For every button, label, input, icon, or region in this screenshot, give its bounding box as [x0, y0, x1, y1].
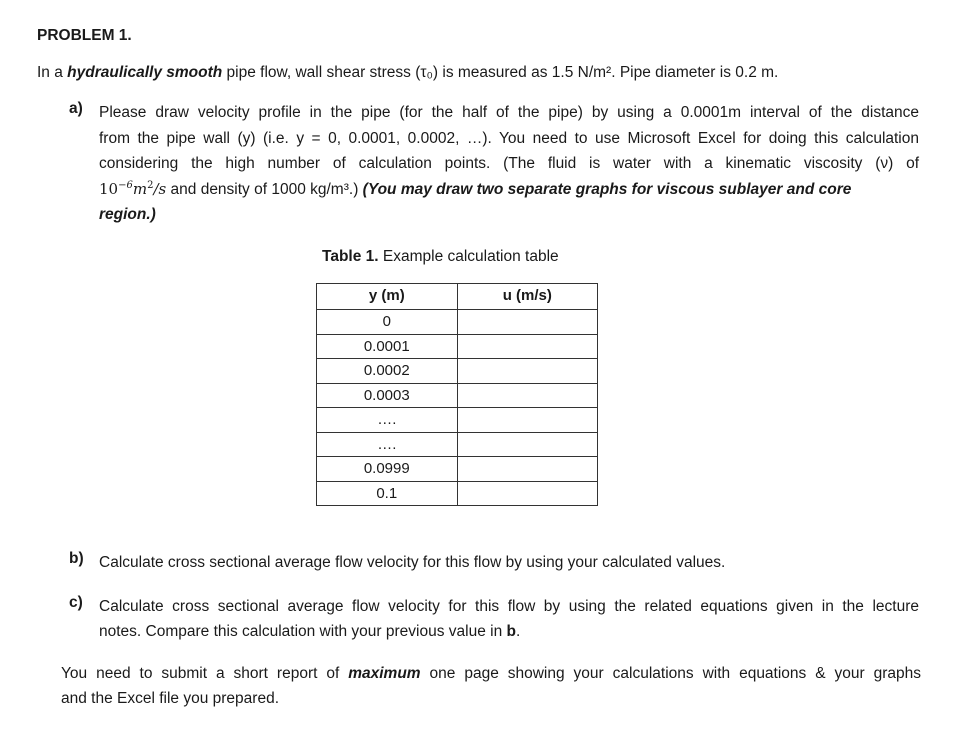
table-row: [317, 359, 598, 384]
header-y: y (m): [317, 284, 458, 310]
table-caption: [322, 248, 559, 266]
table-caption-text: Example calculation table: [378, 248, 559, 265]
part-a-line-2: from the pipe wall (y) (i.e. y = 0, 0.0001, 0.0002, …). You need to use Microsoft Excel for doing this calculation: [99, 129, 919, 147]
part-c-line-1: Calculate cross sectional average flow velocity for this flow by using the related equations given in the lecture: [99, 598, 919, 615]
table-row: [317, 383, 598, 408]
cell-y: 0.0002: [317, 359, 458, 384]
submission-line-2: and the Excel file you prepared.: [61, 690, 279, 707]
part-c-ref: b: [506, 623, 516, 640]
cell-y: 0.0003: [317, 383, 458, 408]
cell-u: [457, 310, 597, 335]
cell-y: ….: [317, 408, 458, 433]
table-row: [317, 310, 598, 335]
table-header-row: [317, 284, 598, 310]
part-c-line-2: notes. Compare this calculation with your previous value in b.: [99, 623, 521, 640]
cell-y: 0.1: [317, 481, 458, 506]
part-a-note: (You may draw two separate graphs for viscous sublayer and core: [362, 180, 852, 198]
part-c-body: [99, 594, 919, 644]
table-caption-label: Table 1.: [322, 248, 379, 265]
table-row: [317, 334, 598, 359]
part-b-text: Calculate cross sectional average flow velocity for this flow by using your calculated values.: [99, 554, 726, 571]
problem-intro: [37, 64, 778, 82]
table-row: [317, 481, 598, 506]
part-a-body: [99, 100, 919, 228]
cell-u: [457, 334, 597, 359]
cell-u: [457, 457, 597, 482]
table-row: [317, 408, 598, 433]
cell-u: [457, 359, 597, 384]
table-row: [317, 457, 598, 482]
cell-y: ….: [317, 432, 458, 457]
part-c: [69, 594, 919, 644]
calculation-table: [316, 283, 598, 506]
viscosity-formula: $10^{-6}m^2/s$: [99, 179, 167, 198]
problem-title: PROBLEM 1.: [37, 27, 132, 44]
table-row: [317, 432, 598, 457]
submission-line-1: You need to submit a short report of maximum one page showing your calculations with equations & your graphs: [61, 665, 921, 682]
submission-note: [61, 661, 921, 711]
cell-y: 0.0999: [317, 457, 458, 482]
intro-prefix: In a: [37, 64, 68, 81]
part-a-line-4: [99, 177, 919, 203]
part-c-letter: c): [69, 594, 83, 611]
intro-emphasis: hydraulically smooth: [67, 64, 223, 81]
cell-u: [457, 383, 597, 408]
part-a: [69, 100, 919, 228]
cell-y: 0: [317, 310, 458, 335]
intro-suffix: pipe flow, wall shear stress (τ₀) is measured as 1.5 N/m². Pipe diameter is 0.2 m.: [222, 64, 779, 81]
density-text: and density of 1000 kg/m³.): [166, 180, 363, 198]
part-a-letter: a): [69, 100, 83, 117]
cell-u: [457, 432, 597, 457]
part-a-line-1: Please draw velocity profile in the pipe (for the half of the pipe) by using a 0.0001m interval of the distance: [99, 104, 919, 121]
submission-emphasis: maximum: [348, 665, 421, 682]
part-a-line-5: region.): [99, 206, 156, 223]
part-b-body: [99, 550, 919, 576]
part-a-line-3: considering the high number of calculation points. (The fluid is water with a kinematic viscosity (ν) of: [99, 155, 919, 172]
header-u: u (m/s): [457, 284, 597, 310]
cell-u: [457, 408, 597, 433]
cell-u: [457, 481, 597, 506]
part-b: [69, 550, 919, 576]
part-b-letter: b): [69, 550, 84, 567]
cell-y: 0.0001: [317, 334, 458, 359]
